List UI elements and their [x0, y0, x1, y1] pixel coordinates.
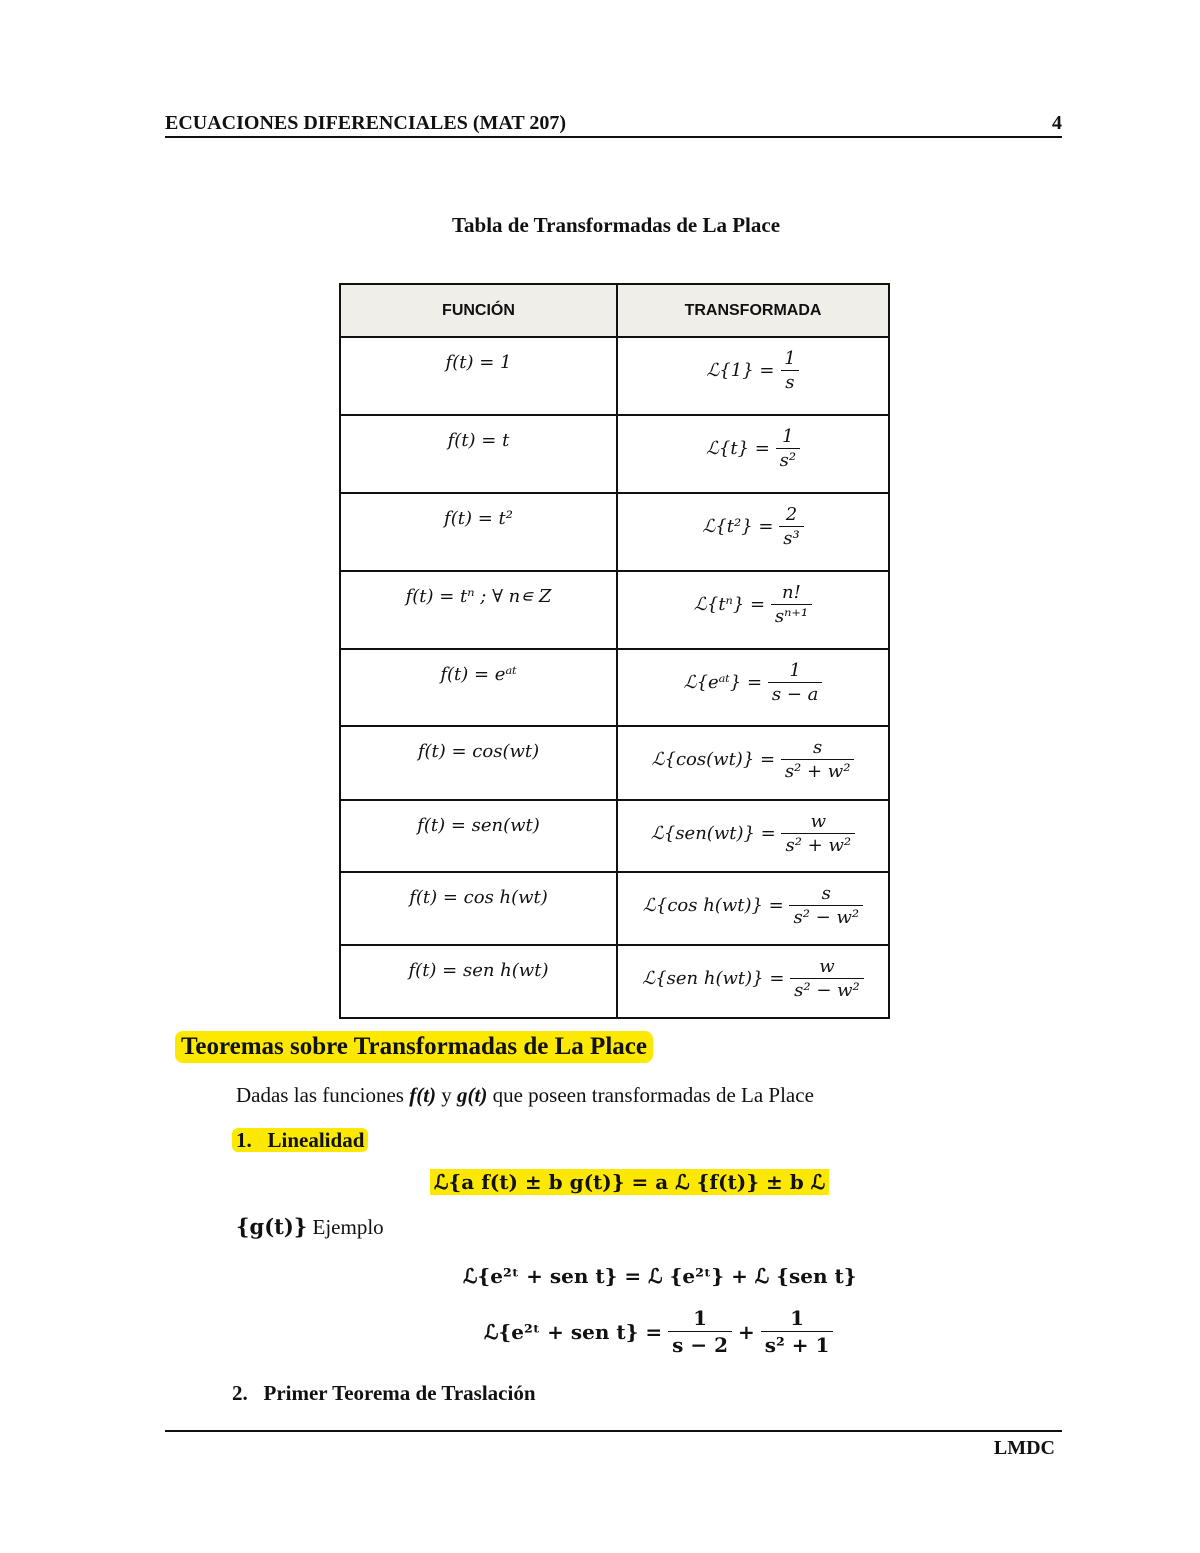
table-row: [340, 945, 889, 1018]
item-2-number: 2.: [232, 1381, 248, 1405]
intro-g: g(t): [457, 1083, 488, 1107]
transform-denominator: s² − w²: [790, 978, 864, 1001]
transform-denominator: s² − w²: [789, 905, 863, 928]
ejemplo-g: {g(t)}: [236, 1214, 308, 1239]
table-row: [340, 415, 889, 493]
transform-denominator: s − a: [768, 682, 823, 705]
function-cell: [340, 800, 617, 872]
function-cell: [340, 649, 617, 726]
item-primer-teorema: [232, 1381, 536, 1406]
intro-text: Dadas las funciones: [236, 1083, 410, 1107]
transform-cell: [617, 415, 889, 493]
table-row: [340, 337, 889, 415]
function-expr: f(t) = sen(wt): [417, 815, 540, 836]
transform-lhs: ℒ{sen h(wt)} =: [642, 968, 785, 989]
transform-lhs: ℒ{cos(wt)} =: [651, 749, 776, 770]
example-line-2-lhs: ℒ{e²ᵗ + sen t} =: [484, 1319, 663, 1344]
transform-lhs: ℒ{1} =: [706, 360, 775, 381]
document-title: Tabla de Transformadas de La Place: [451, 213, 781, 237]
linearity-formula: [430, 1170, 829, 1194]
example-fraction-2-num: 1: [790, 1306, 805, 1330]
transform-cell: [617, 493, 889, 571]
course-title: ECUACIONES DIFERENCIALES (MAT 207): [165, 112, 566, 134]
function-cell: [340, 726, 617, 800]
transform-denominator: sⁿ⁺¹: [771, 604, 812, 627]
transform-numerator: w: [819, 956, 835, 977]
example-fraction-1-den: s − 2: [668, 1331, 732, 1357]
item-1-heading: [232, 1128, 368, 1152]
function-expr: f(t) = tⁿ ; ∀ n∊ Z: [405, 586, 552, 607]
ejemplo-label: Ejemplo: [307, 1215, 384, 1239]
transform-cell: [617, 726, 889, 800]
transform-lhs: ℒ{eᵃᵗ} =: [683, 672, 763, 693]
table-row: [340, 726, 889, 800]
table-row: [340, 571, 889, 649]
transform-numerator: 1: [782, 426, 794, 447]
transform-denominator: s²: [776, 448, 800, 471]
header-rule: [165, 136, 1062, 138]
transform-numerator: n!: [782, 582, 801, 603]
transform-fraction: [779, 504, 803, 549]
function-cell: [340, 493, 617, 571]
footer-rule: [165, 1430, 1062, 1432]
transform-lhs: ℒ{cos h(wt)} =: [642, 895, 784, 916]
function-cell: [340, 337, 617, 415]
function-cell: [340, 872, 617, 945]
function-cell: [340, 415, 617, 493]
transform-numerator: s: [812, 737, 823, 758]
transform-numerator: s: [821, 883, 831, 904]
intro-paragraph: [236, 1083, 814, 1108]
transform-numerator: 1: [784, 348, 796, 369]
ejemplo-line: [236, 1214, 384, 1240]
transform-cell: [617, 800, 889, 872]
transform-denominator: s² + w²: [781, 759, 855, 782]
transform-numerator: w: [810, 811, 826, 832]
table-row: [340, 493, 889, 571]
transform-cell: [617, 649, 889, 726]
example-line-2: [484, 1306, 833, 1357]
item-2-label: Primer Teorema de Traslación: [263, 1381, 536, 1405]
example-line-1: ℒ{e²ᵗ + sen t} = ℒ {e²ᵗ} + ℒ {sen t}: [463, 1264, 857, 1288]
laplace-table: [339, 283, 890, 1019]
intro-y: y: [436, 1083, 458, 1107]
transform-fraction: [789, 883, 863, 928]
transform-lhs: ℒ{tⁿ} =: [693, 594, 766, 615]
transform-fraction: [771, 582, 812, 627]
item-1-number: 1.: [236, 1128, 252, 1152]
transform-numerator: 1: [789, 660, 801, 681]
transform-fraction: [780, 348, 799, 393]
table-row: [340, 649, 889, 726]
example-fraction-2: [761, 1306, 834, 1357]
example-fraction-1-num: 1: [693, 1306, 708, 1330]
transform-fraction: [790, 956, 864, 1001]
function-expr: f(t) = 1: [445, 352, 512, 373]
function-expr: f(t) = t²: [444, 508, 513, 529]
intro-f: f(t): [409, 1083, 437, 1107]
transform-cell: [617, 945, 889, 1018]
linearity-formula-text: ℒ{a f(t) ± b g(t)} = a ℒ {f(t)} ± b ℒ: [430, 1169, 829, 1195]
transform-denominator: s: [781, 370, 798, 393]
transform-fraction: [768, 660, 823, 705]
item-1-label: Linealidad: [267, 1128, 365, 1152]
function-expr: f(t) = cos(wt): [417, 741, 540, 762]
function-expr: f(t) = eᵃᵗ: [440, 664, 517, 685]
transform-numerator: 2: [785, 504, 798, 525]
transform-fraction: [776, 426, 800, 471]
transform-cell: [617, 872, 889, 945]
transform-denominator: s³: [779, 526, 803, 549]
section-title: Teoremas sobre Transformadas de La Place: [175, 1031, 653, 1063]
page-header: [165, 112, 1062, 135]
table-header-transformada: TRANSFORMADA: [617, 284, 889, 337]
item-linealidad: [232, 1128, 368, 1153]
table-row: [340, 872, 889, 945]
transform-fraction: [781, 811, 855, 856]
transform-lhs: ℒ{sen(wt)} =: [650, 823, 776, 844]
transform-cell: [617, 571, 889, 649]
example-fraction-2-den: s² + 1: [761, 1331, 834, 1357]
transform-lhs: ℒ{t} =: [705, 438, 770, 459]
page-number: 4: [1052, 112, 1062, 134]
function-expr: f(t) = t: [447, 430, 510, 451]
function-cell: [340, 571, 617, 649]
example-fraction-1: [668, 1306, 732, 1357]
footer-initials: LMDC: [993, 1437, 1055, 1459]
transform-denominator: s² + w²: [781, 833, 855, 856]
transform-cell: [617, 337, 889, 415]
transform-lhs: ℒ{t²} =: [702, 516, 774, 537]
transform-fraction: [781, 737, 855, 782]
function-cell: [340, 945, 617, 1018]
table-header-funcion: FUNCIÓN: [340, 284, 617, 337]
intro-text-end: que poseen transformadas de La Place: [487, 1083, 814, 1107]
function-expr: f(t) = sen h(wt): [408, 960, 549, 981]
function-expr: f(t) = cos h(wt): [409, 887, 548, 908]
table-row: [340, 800, 889, 872]
example-plus: +: [738, 1319, 755, 1344]
